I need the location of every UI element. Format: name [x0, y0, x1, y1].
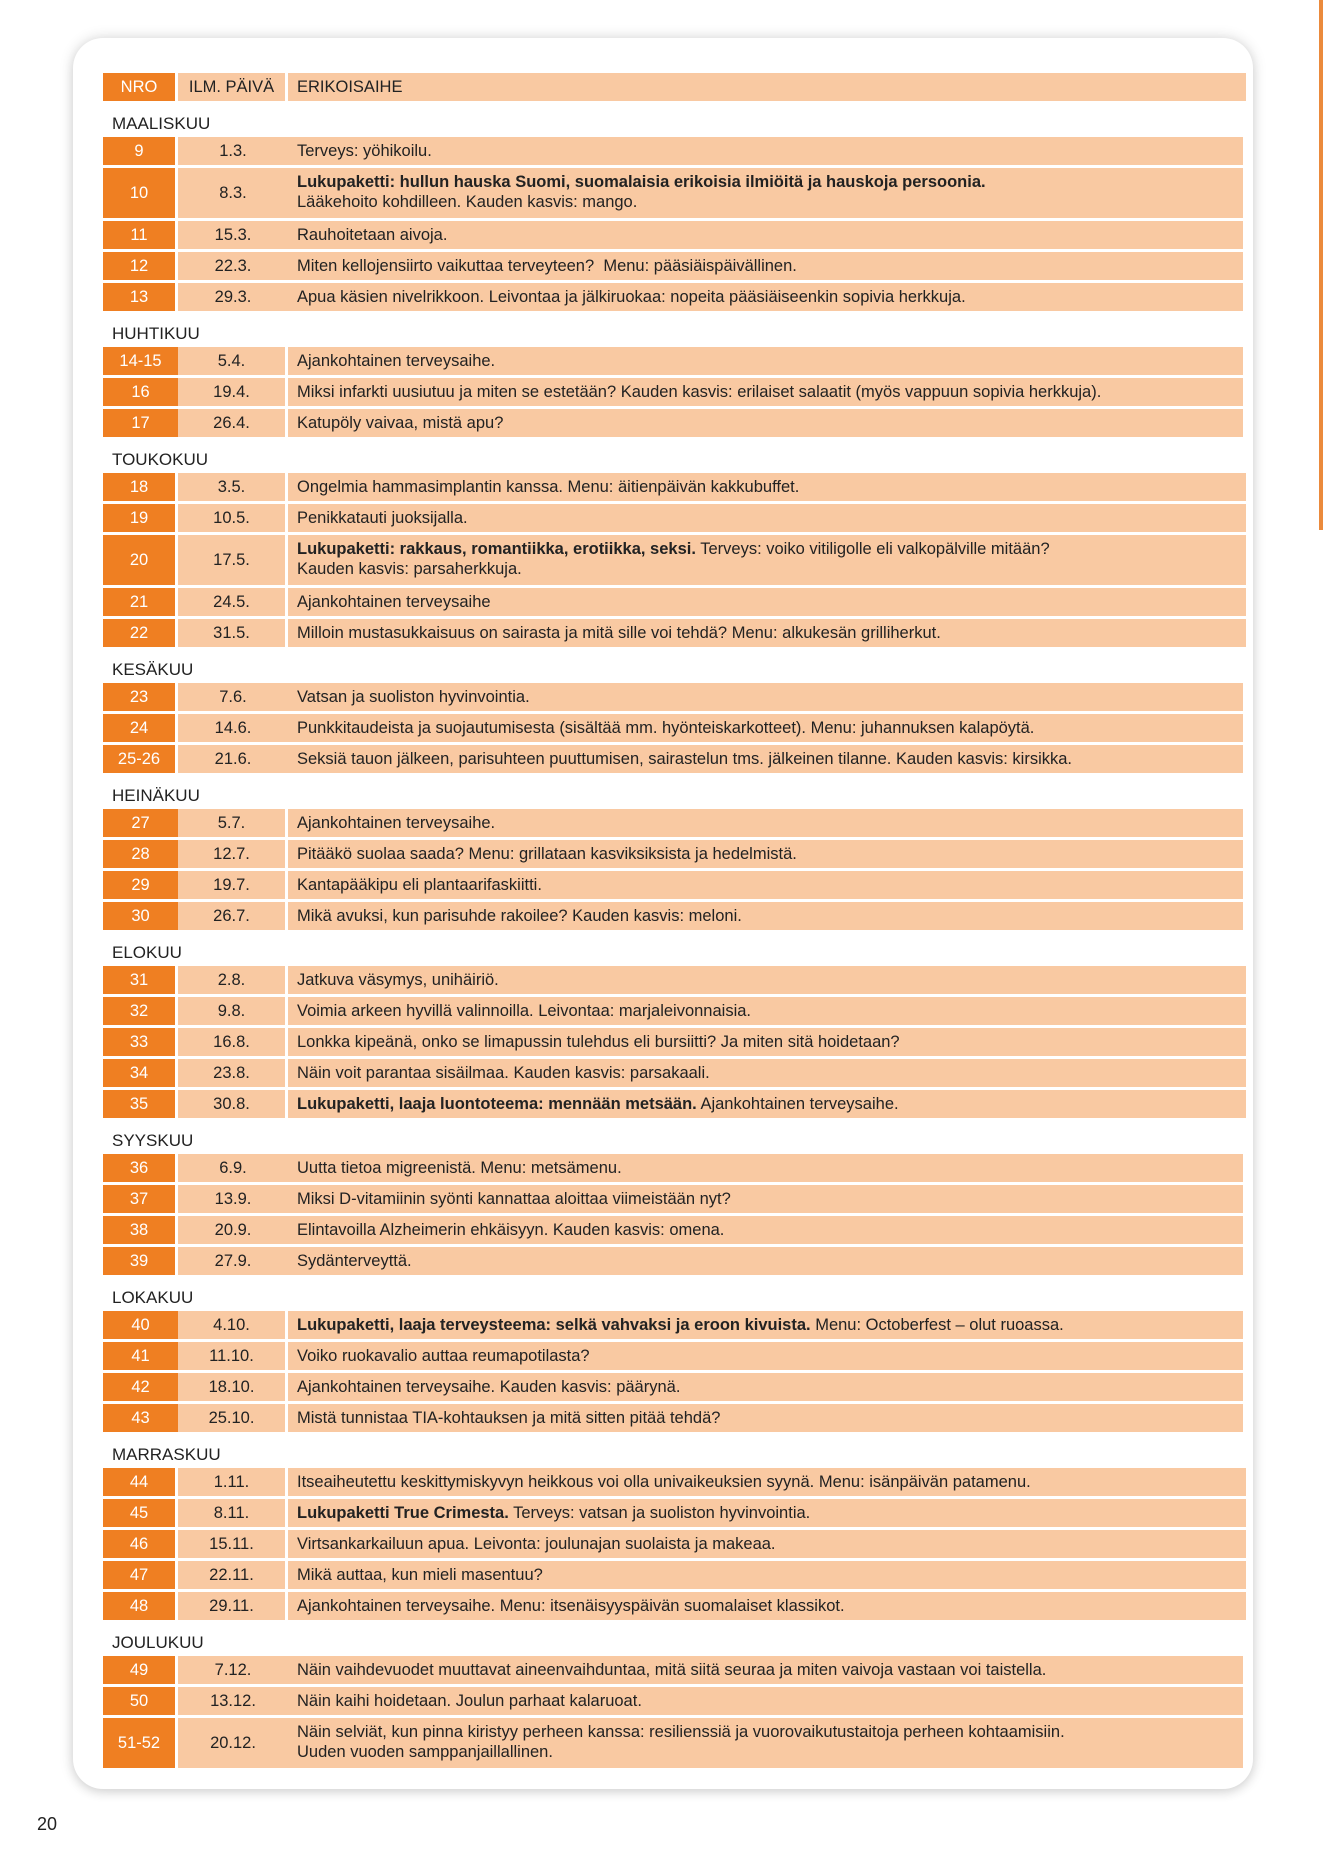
- issue-date: 25.10.: [178, 1404, 288, 1435]
- issue-topic: [288, 966, 1246, 997]
- issue-date: 6.9.: [178, 1154, 288, 1185]
- issue-topic: [288, 221, 1246, 252]
- issue-number: 13: [103, 283, 178, 314]
- issue-date: 20.9.: [178, 1216, 288, 1247]
- topic-line: [297, 1596, 845, 1616]
- topic-text: Miten kellojensiirto vaikuttaa terveyteen? Menu: pääsiäispäivällinen.: [297, 257, 797, 275]
- issue-topic: [288, 252, 1246, 283]
- topic-line: [297, 1377, 680, 1397]
- issue-topic: [288, 409, 1246, 440]
- issue-topic: [288, 168, 1246, 221]
- topic-text: Miksi infarkti uusiutuu ja miten se estetään? Kauden kasvis: erilaiset salaatit (myös vappuun sopivia herkkuja).: [297, 383, 1102, 401]
- issue-topic: [288, 714, 1246, 745]
- issue-date: 9.8.: [178, 997, 288, 1028]
- issue-number: 34: [103, 1059, 178, 1090]
- topic-text: Seksiä tauon jälkeen, parisuhteen puuttumisen, sairastelun tms. jälkeinen tilanne. Kauden kasvis: kirsikka.: [297, 750, 1073, 768]
- topic-line: [297, 813, 495, 833]
- month-heading: MAALISKUU: [112, 114, 211, 133]
- issue-date: 22.11.: [178, 1561, 288, 1592]
- topic-line: [297, 1063, 710, 1083]
- issue-date: 7.6.: [178, 683, 288, 714]
- topic-line: [297, 844, 797, 864]
- month-heading: LOKAKUU: [112, 1288, 194, 1307]
- topic-line: [297, 623, 941, 643]
- topic-text: Mistä tunnistaa TIA-kohtauksen ja mitä sitten pitää tehdä?: [297, 1409, 721, 1427]
- topic-text: Terveys: voiko vitiligolle eli valkopälville mitään?: [695, 540, 1050, 558]
- topic-line: [297, 1565, 543, 1585]
- header-nro: NRO: [103, 73, 178, 104]
- issue-topic: [288, 809, 1246, 840]
- topic-text: Ajankohtainen terveysaihe. Menu: itsenäisyyspäivän suomalaiset klassikot.: [297, 1597, 845, 1615]
- topic-text: Ongelmia hammasimplantin kanssa. Menu: äitienpäivän kakkubuffet.: [297, 478, 800, 496]
- topic-line: [297, 1189, 731, 1209]
- issue-number: 14-15: [103, 347, 178, 378]
- topic-text: Penikkatauti juoksijalla.: [297, 509, 468, 527]
- issue-date: 10.5.: [178, 504, 288, 535]
- issue-number: 9: [103, 137, 178, 168]
- issue-number: 44: [103, 1468, 178, 1499]
- issue-topic: [288, 1028, 1246, 1059]
- topic-text: Ajankohtainen terveysaihe: [297, 593, 491, 611]
- topic-line: [297, 172, 1237, 192]
- issue-topic: [288, 1499, 1246, 1530]
- issue-date: 26.7.: [178, 902, 288, 933]
- month-heading: HEINÄKUU: [112, 786, 200, 805]
- issue-number: 43: [103, 1404, 178, 1435]
- issue-date: 26.4.: [178, 409, 288, 440]
- issue-topic: [288, 1311, 1246, 1342]
- issue-number: 41: [103, 1342, 178, 1373]
- issue-topic: [288, 1154, 1246, 1185]
- month-heading: SYYSKUU: [112, 1131, 194, 1150]
- issue-topic: [288, 1090, 1246, 1121]
- issue-date: 19.4.: [178, 378, 288, 409]
- issue-topic: [288, 504, 1246, 535]
- topic-text: Milloin mustasukkaisuus on sairasta ja mitä sille voi tehdä? Menu: alkukesän grilliherkut.: [297, 624, 941, 642]
- page-edge-accent: [1319, 0, 1323, 530]
- issue-date: 20.12.: [178, 1718, 288, 1771]
- issue-number: 23: [103, 683, 178, 714]
- topic-text: Itseaiheutettu keskittymiskyvyn heikkous voi olla univaikeuksien syynä. Menu: isänpäivän patamenu.: [297, 1473, 1031, 1491]
- month-heading: JOULUKUU: [112, 1633, 204, 1652]
- topic-text: Voimia arkeen hyvillä valinnoilla. Leivontaa: marjaleivonnaisia.: [297, 1002, 751, 1020]
- topic-text: Näin kaihi hoidetaan. Joulun parhaat kalaruoat.: [297, 1692, 642, 1710]
- issue-date: 17.5.: [178, 535, 288, 588]
- issue-date: 31.5.: [178, 619, 288, 650]
- issue-date: 16.8.: [178, 1028, 288, 1059]
- issue-date: 18.10.: [178, 1373, 288, 1404]
- topic-line: [297, 382, 1101, 402]
- topic-text: Lonkka kipeänä, onko se limapussin tulehdus eli bursiitti? Ja miten sitä hoidetaan?: [297, 1033, 900, 1051]
- issue-date: 30.8.: [178, 1090, 288, 1121]
- topic-text: Mikä auttaa, kun mieli masentuu?: [297, 1566, 543, 1584]
- topic-text: Voiko ruokavalio auttaa reumapotilasta?: [297, 1347, 590, 1365]
- topic-highlight: Lukupaketti: rakkaus, romantiikka, erotiikka, seksi.: [297, 540, 696, 558]
- issue-topic: [288, 1216, 1246, 1247]
- topic-line: [297, 1315, 1064, 1335]
- issue-topic: [288, 1059, 1246, 1090]
- page-number: 20: [37, 1814, 58, 1834]
- issue-number: 36: [103, 1154, 178, 1185]
- topic-text: Apua käsien nivelrikkoon. Leivontaa ja jälkiruokaa: nopeita pääsiäiseenkin sopivia herkkuja.: [297, 288, 966, 306]
- issue-topic: [288, 1468, 1246, 1499]
- topic-text: Vatsan ja suoliston hyvinvointia.: [297, 688, 530, 706]
- issue-number: 18: [103, 473, 178, 504]
- topic-text: Ajankohtainen terveysaihe. Kauden kasvis: päärynä.: [297, 1378, 681, 1396]
- topic-line: [297, 592, 491, 612]
- issue-topic: [288, 1656, 1246, 1687]
- issue-topic: [288, 997, 1246, 1028]
- topic-line: [297, 875, 542, 895]
- issue-number: 38: [103, 1216, 178, 1247]
- issue-date: 29.11.: [178, 1592, 288, 1623]
- topic-line: [297, 477, 799, 497]
- topic-line: [297, 1094, 899, 1114]
- issue-number: 10: [103, 168, 178, 221]
- topic-text: Katupöly vaivaa, mistä apu?: [297, 414, 504, 432]
- topic-text: Ajankohtainen terveysaihe.: [297, 814, 496, 832]
- topic-text: Ajankohtainen terveysaihe.: [297, 352, 496, 370]
- issue-number: 50: [103, 1687, 178, 1718]
- topic-text: Kantapääkipu eli plantaarifaskiitti.: [297, 876, 542, 894]
- issue-date: 5.4.: [178, 347, 288, 378]
- topic-line: [297, 1032, 900, 1052]
- header-topic: ERIKOISAIHE: [288, 73, 1246, 104]
- topic-text: Miksi D-vitamiinin syönti kannattaa aloittaa viimeistään nyt?: [297, 1190, 731, 1208]
- topic-line: [297, 1691, 642, 1711]
- topic-line: [297, 718, 1034, 738]
- month-heading: TOUKOKUU: [112, 450, 209, 469]
- topic-line: [297, 256, 797, 276]
- issue-number: 49: [103, 1656, 178, 1687]
- issue-date: 23.8.: [178, 1059, 288, 1090]
- issue-topic: [288, 1592, 1246, 1623]
- issue-date: 29.3.: [178, 283, 288, 314]
- issue-topic: [288, 902, 1246, 933]
- schedule-grid: [103, 73, 1246, 1771]
- issue-number: 48: [103, 1592, 178, 1623]
- topic-text: Näin selviät, kun pinna kiristyy perheen kanssa: resilienssiä ja vuorovaikutustaitoja perheen kohtaamisiin.: [297, 1723, 1065, 1741]
- issue-topic: [288, 683, 1246, 714]
- issue-number: 29: [103, 871, 178, 902]
- issue-number: 51-52: [103, 1718, 178, 1771]
- topic-line: [297, 539, 1240, 559]
- topic-text: Näin voit parantaa sisäilmaa. Kauden kasvis: parsakaali.: [297, 1064, 710, 1082]
- header-date: ILM. PÄIVÄ: [178, 73, 288, 104]
- topic-line: [297, 1158, 622, 1178]
- issue-number: 28: [103, 840, 178, 871]
- topic-text: Terveys: vatsan ja suoliston hyvinvointia.: [508, 1504, 811, 1522]
- topic-text: Ajankohtainen terveysaihe.: [696, 1095, 899, 1113]
- topic-second-line: Lääkehoito kohdilleen. Kauden kasvis: mango.: [297, 193, 638, 211]
- issue-date: 15.11.: [178, 1530, 288, 1561]
- issue-number: 45: [103, 1499, 178, 1530]
- topic-text: Menu: Octoberfest – olut ruoassa.: [810, 1316, 1064, 1334]
- issue-topic: [288, 1687, 1246, 1718]
- topic-highlight: Lukupaketti, laaja luontoteema: mennään metsään.: [297, 1095, 697, 1113]
- issue-number: 22: [103, 619, 178, 650]
- topic-line: [297, 1503, 810, 1523]
- topic-line: [297, 141, 432, 161]
- issue-date: 27.9.: [178, 1247, 288, 1278]
- topic-line: [297, 351, 495, 371]
- issue-topic: [288, 588, 1246, 619]
- editorial-schedule-table: [103, 73, 1246, 1771]
- topic-text: Punkkitaudeista ja suojautumisesta (sisältää mm. hyönteiskarkotteet). Menu: juhannuksen kalapöytä.: [297, 719, 1035, 737]
- topic-line: [297, 413, 503, 433]
- issue-topic: [288, 840, 1246, 871]
- issue-topic: [288, 1530, 1246, 1561]
- issue-topic: [288, 378, 1246, 409]
- topic-text: Sydänterveyttä.: [297, 1252, 412, 1270]
- issue-topic: [288, 137, 1246, 168]
- issue-topic: [288, 1185, 1246, 1216]
- topic-highlight: Lukupaketti: hullun hauska Suomi, suomalaisia erikoisia ilmiöitä ja hauskoja persoonia.: [297, 173, 986, 191]
- month-heading: MARRASKUU: [112, 1445, 221, 1464]
- issue-number: 46: [103, 1530, 178, 1561]
- issue-number: 25-26: [103, 745, 178, 776]
- issue-date: 4.10.: [178, 1311, 288, 1342]
- issue-number: 11: [103, 221, 178, 252]
- issue-number: 12: [103, 252, 178, 283]
- topic-text: Uutta tietoa migreenistä. Menu: metsämenu.: [297, 1159, 622, 1177]
- issue-topic: [288, 1561, 1246, 1592]
- issue-date: 19.7.: [178, 871, 288, 902]
- topic-text: Rauhoitetaan aivoja.: [297, 226, 448, 244]
- topic-line: [297, 1660, 1046, 1680]
- topic-line: [297, 225, 447, 245]
- issue-date: 24.5.: [178, 588, 288, 619]
- topic-line: [297, 1534, 776, 1554]
- topic-second-line: Kauden kasvis: parsaherkkuja.: [297, 560, 522, 578]
- issue-number: 16: [103, 378, 178, 409]
- topic-line: [297, 1472, 1031, 1492]
- issue-number: 40: [103, 1311, 178, 1342]
- issue-date: 1.3.: [178, 137, 288, 168]
- issue-number: 37: [103, 1185, 178, 1216]
- topic-line: [297, 970, 499, 990]
- issue-number: 20: [103, 535, 178, 588]
- topic-line: [297, 687, 530, 707]
- issue-date: 5.7.: [178, 809, 288, 840]
- topic-text: Virtsankarkailuun apua. Leivonta: joulunajan suolaista ja makeaa.: [297, 1535, 776, 1553]
- issue-number: 39: [103, 1247, 178, 1278]
- issue-date: 1.11.: [178, 1468, 288, 1499]
- issue-date: 12.7.: [178, 840, 288, 871]
- issue-topic: [288, 535, 1246, 588]
- issue-date: 7.12.: [178, 1656, 288, 1687]
- topic-line: [297, 1220, 724, 1240]
- topic-text: Pitääkö suolaa saada? Menu: grillataan kasviksiksista ja hedelmistä.: [297, 845, 797, 863]
- issue-number: 17: [103, 409, 178, 440]
- issue-number: 31: [103, 966, 178, 997]
- month-heading: KESÄKUU: [112, 660, 194, 679]
- topic-text: Elintavoilla Alzheimerin ehkäisyyn. Kauden kasvis: omena.: [297, 1221, 725, 1239]
- issue-topic: [288, 347, 1246, 378]
- topic-line: [297, 1001, 751, 1021]
- issue-topic: [288, 619, 1246, 650]
- issue-topic: [288, 1342, 1246, 1373]
- issue-topic: [288, 1247, 1246, 1278]
- topic-highlight: Lukupaketti True Crimesta.: [297, 1504, 509, 1522]
- topic-text: Näin vaihdevuodet muuttavat aineenvaihduntaa, mitä siitä seuraa ja miten vaivoja vastaan voi taistella.: [297, 1661, 1047, 1679]
- issue-date: 15.3.: [178, 221, 288, 252]
- topic-line: [297, 906, 742, 926]
- topic-text: Mikä avuksi, kun parisuhde rakoilee? Kauden kasvis: meloni.: [297, 907, 742, 925]
- topic-text: Terveys: yöhikoilu.: [297, 142, 432, 160]
- topic-line: [297, 287, 966, 307]
- issue-topic: [288, 1718, 1246, 1771]
- issue-number: 19: [103, 504, 178, 535]
- topic-text: Jatkuva väsymys, unihäiriö.: [297, 971, 499, 989]
- issue-number: 35: [103, 1090, 178, 1121]
- issue-topic: [288, 871, 1246, 902]
- issue-date: 8.11.: [178, 1499, 288, 1530]
- month-heading: ELOKUU: [112, 943, 182, 962]
- issue-date: 21.6.: [178, 745, 288, 776]
- topic-line: [297, 749, 1072, 769]
- issue-topic: [288, 1373, 1246, 1404]
- topic-line: [297, 508, 468, 528]
- issue-number: 47: [103, 1561, 178, 1592]
- issue-date: 13.12.: [178, 1687, 288, 1718]
- issue-date: 13.9.: [178, 1185, 288, 1216]
- issue-topic: [288, 283, 1246, 314]
- issue-date: 3.5.: [178, 473, 288, 504]
- issue-date: 8.3.: [178, 168, 288, 221]
- issue-date: 14.6.: [178, 714, 288, 745]
- topic-highlight: Lukupaketti, laaja terveysteema: selkä vahvaksi ja eroon kivuista.: [297, 1316, 811, 1334]
- issue-date: 22.3.: [178, 252, 288, 283]
- issue-number: 30: [103, 902, 178, 933]
- topic-line: [297, 1722, 1237, 1742]
- issue-number: 21: [103, 588, 178, 619]
- issue-topic: [288, 473, 1246, 504]
- topic-line: [297, 1346, 590, 1366]
- topic-line: [297, 1251, 412, 1271]
- topic-second-line: Uuden vuoden samppanjaillallinen.: [297, 1743, 553, 1761]
- issue-topic: [288, 745, 1246, 776]
- issue-number: 32: [103, 997, 178, 1028]
- issue-date: 11.10.: [178, 1342, 288, 1373]
- issue-number: 24: [103, 714, 178, 745]
- issue-number: 33: [103, 1028, 178, 1059]
- issue-number: 27: [103, 809, 178, 840]
- issue-date: 2.8.: [178, 966, 288, 997]
- issue-number: 42: [103, 1373, 178, 1404]
- topic-line: [297, 1408, 720, 1428]
- month-heading: HUHTIKUU: [112, 324, 200, 343]
- issue-topic: [288, 1404, 1246, 1435]
